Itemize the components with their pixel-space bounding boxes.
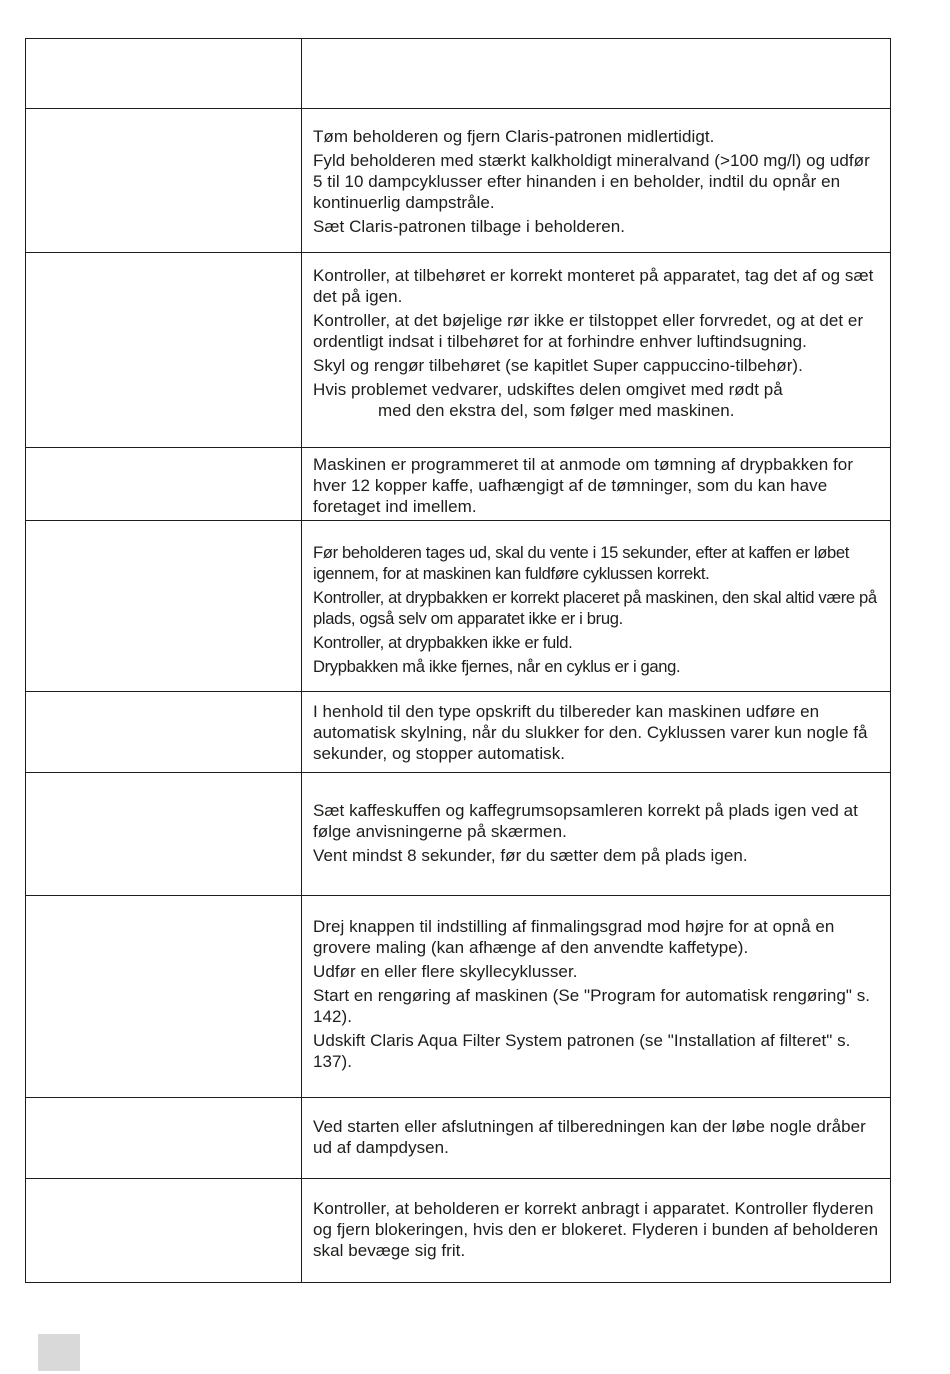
solution-text: Kontroller, at beholderen er korrekt anbragt i apparatet. Kontroller flyderen og fjern blokeringen, hvis den er blokeret. Flyderen i bunden af beholderen skal bevæge sig frit. <box>313 1199 879 1260</box>
table-row <box>26 1098 891 1179</box>
solution-cell <box>302 521 891 692</box>
solution-text: Start en rengøring af maskinen (Se "Program for automatisk rengøring" s. 142). <box>313 986 871 1026</box>
table-row <box>26 521 891 692</box>
solution-cell <box>302 448 891 521</box>
solution-cell <box>302 896 891 1098</box>
solution-cell <box>302 692 891 773</box>
problem-cell <box>26 773 302 896</box>
solution-text: Skyl og rengør tilbehøret (se kapitlet Super cappuccino-tilbehør). <box>313 356 803 375</box>
solution-text: Tøm beholderen og fjern Claris-patronen midlertidigt. <box>313 127 715 146</box>
problem-cell <box>26 1179 302 1283</box>
solution-cell <box>302 253 891 448</box>
solution-text-part: med den ekstra del, som følger med maskinen. <box>378 401 735 420</box>
solution-text: Kontroller, at det bøjelige rør ikke er tilstoppet eller forvredet, og at det er ordentligt indsat i tilbehøret for at forhindre enhver luftindsugning. <box>313 311 864 351</box>
problem-cell <box>26 1098 302 1179</box>
solution-text-part: Hvis problemet vedvarer, udskiftes delen omgivet med rødt på <box>313 380 783 399</box>
troubleshooting-table <box>25 38 891 1283</box>
table-row <box>26 1179 891 1283</box>
solution-cell <box>302 773 891 896</box>
solution-cell <box>302 1179 891 1283</box>
table-row <box>26 773 891 896</box>
solution-text: Sæt kaffeskuffen og kaffegrumsopsamleren korrekt på plads igen ved at følge anvisningerne på skærmen. <box>313 801 858 841</box>
table-row <box>26 253 891 448</box>
table-row <box>26 39 891 109</box>
problem-cell <box>26 253 302 448</box>
solution-text: Vent mindst 8 sekunder, før du sætter dem på plads igen. <box>313 846 748 865</box>
solution-text: Drej knappen til indstilling af finmalingsgrad mod højre for at opnå en grovere maling (kan afhænge af den anvendte kaffetype). <box>313 917 835 957</box>
solution-text: Kontroller, at drypbakken er korrekt placeret på maskinen, den skal altid være på plads, også selv om apparatet ikke er i brug. <box>313 588 877 628</box>
solution-text <box>313 379 880 421</box>
table-row <box>26 448 891 521</box>
problem-cell <box>26 109 302 253</box>
solution-text: Maskinen er programmeret til at anmode om tømning af drypbakken for hver 12 kopper kaffe, uafhængigt af de tømninger, som du kan have foretaget ind imellem. <box>313 455 854 516</box>
problem-cell <box>26 521 302 692</box>
solution-cell <box>302 1098 891 1179</box>
solution-cell <box>302 109 891 253</box>
solution-text: Fyld beholderen med stærkt kalkholdigt mineralvand (>100 mg/l) og udfør 5 til 10 dampcyklusser efter hinanden i en beholder, indtil du opnår en kontinuerlig dampstråle. <box>313 151 870 212</box>
solution-text: Udfør en eller flere skyllecyklusser. <box>313 962 578 981</box>
problem-cell <box>26 39 302 109</box>
problem-cell <box>26 448 302 521</box>
solution-text: Udskift Claris Aqua Filter System patronen (se "Installation af filteret" s. 137). <box>313 1031 851 1071</box>
solution-text: I henhold til den type opskrift du tilbereder kan maskinen udføre en automatisk skylning, når du slukker for den. Cyklussen varer kun nogle få sekunder, og stopper automatisk. <box>313 702 868 763</box>
table-row <box>26 896 891 1098</box>
solution-text: Før beholderen tages ud, skal du vente i 15 sekunder, efter at kaffen er løbet igennem, for at maskinen kan fuldføre cyklussen korrekt. <box>313 543 849 583</box>
solution-text: Sæt Claris-patronen tilbage i beholderen. <box>313 217 626 236</box>
solution-text: Kontroller, at tilbehøret er korrekt monteret på apparatet, tag det af og sæt det på igen. <box>313 266 874 306</box>
solution-text: Kontroller, at drypbakken ikke er fuld. <box>313 633 573 652</box>
problem-cell <box>26 692 302 773</box>
solution-text: Drypbakken må ikke fjernes, når en cyklus er i gang. <box>313 657 681 676</box>
table-row <box>26 692 891 773</box>
problem-cell <box>26 896 302 1098</box>
solution-text: Ved starten eller afslutningen af tilberedningen kan der løbe nogle dråber ud af dampdysen. <box>313 1117 866 1157</box>
page-number-box <box>38 1334 80 1371</box>
solution-cell <box>302 39 891 109</box>
table-row <box>26 109 891 253</box>
